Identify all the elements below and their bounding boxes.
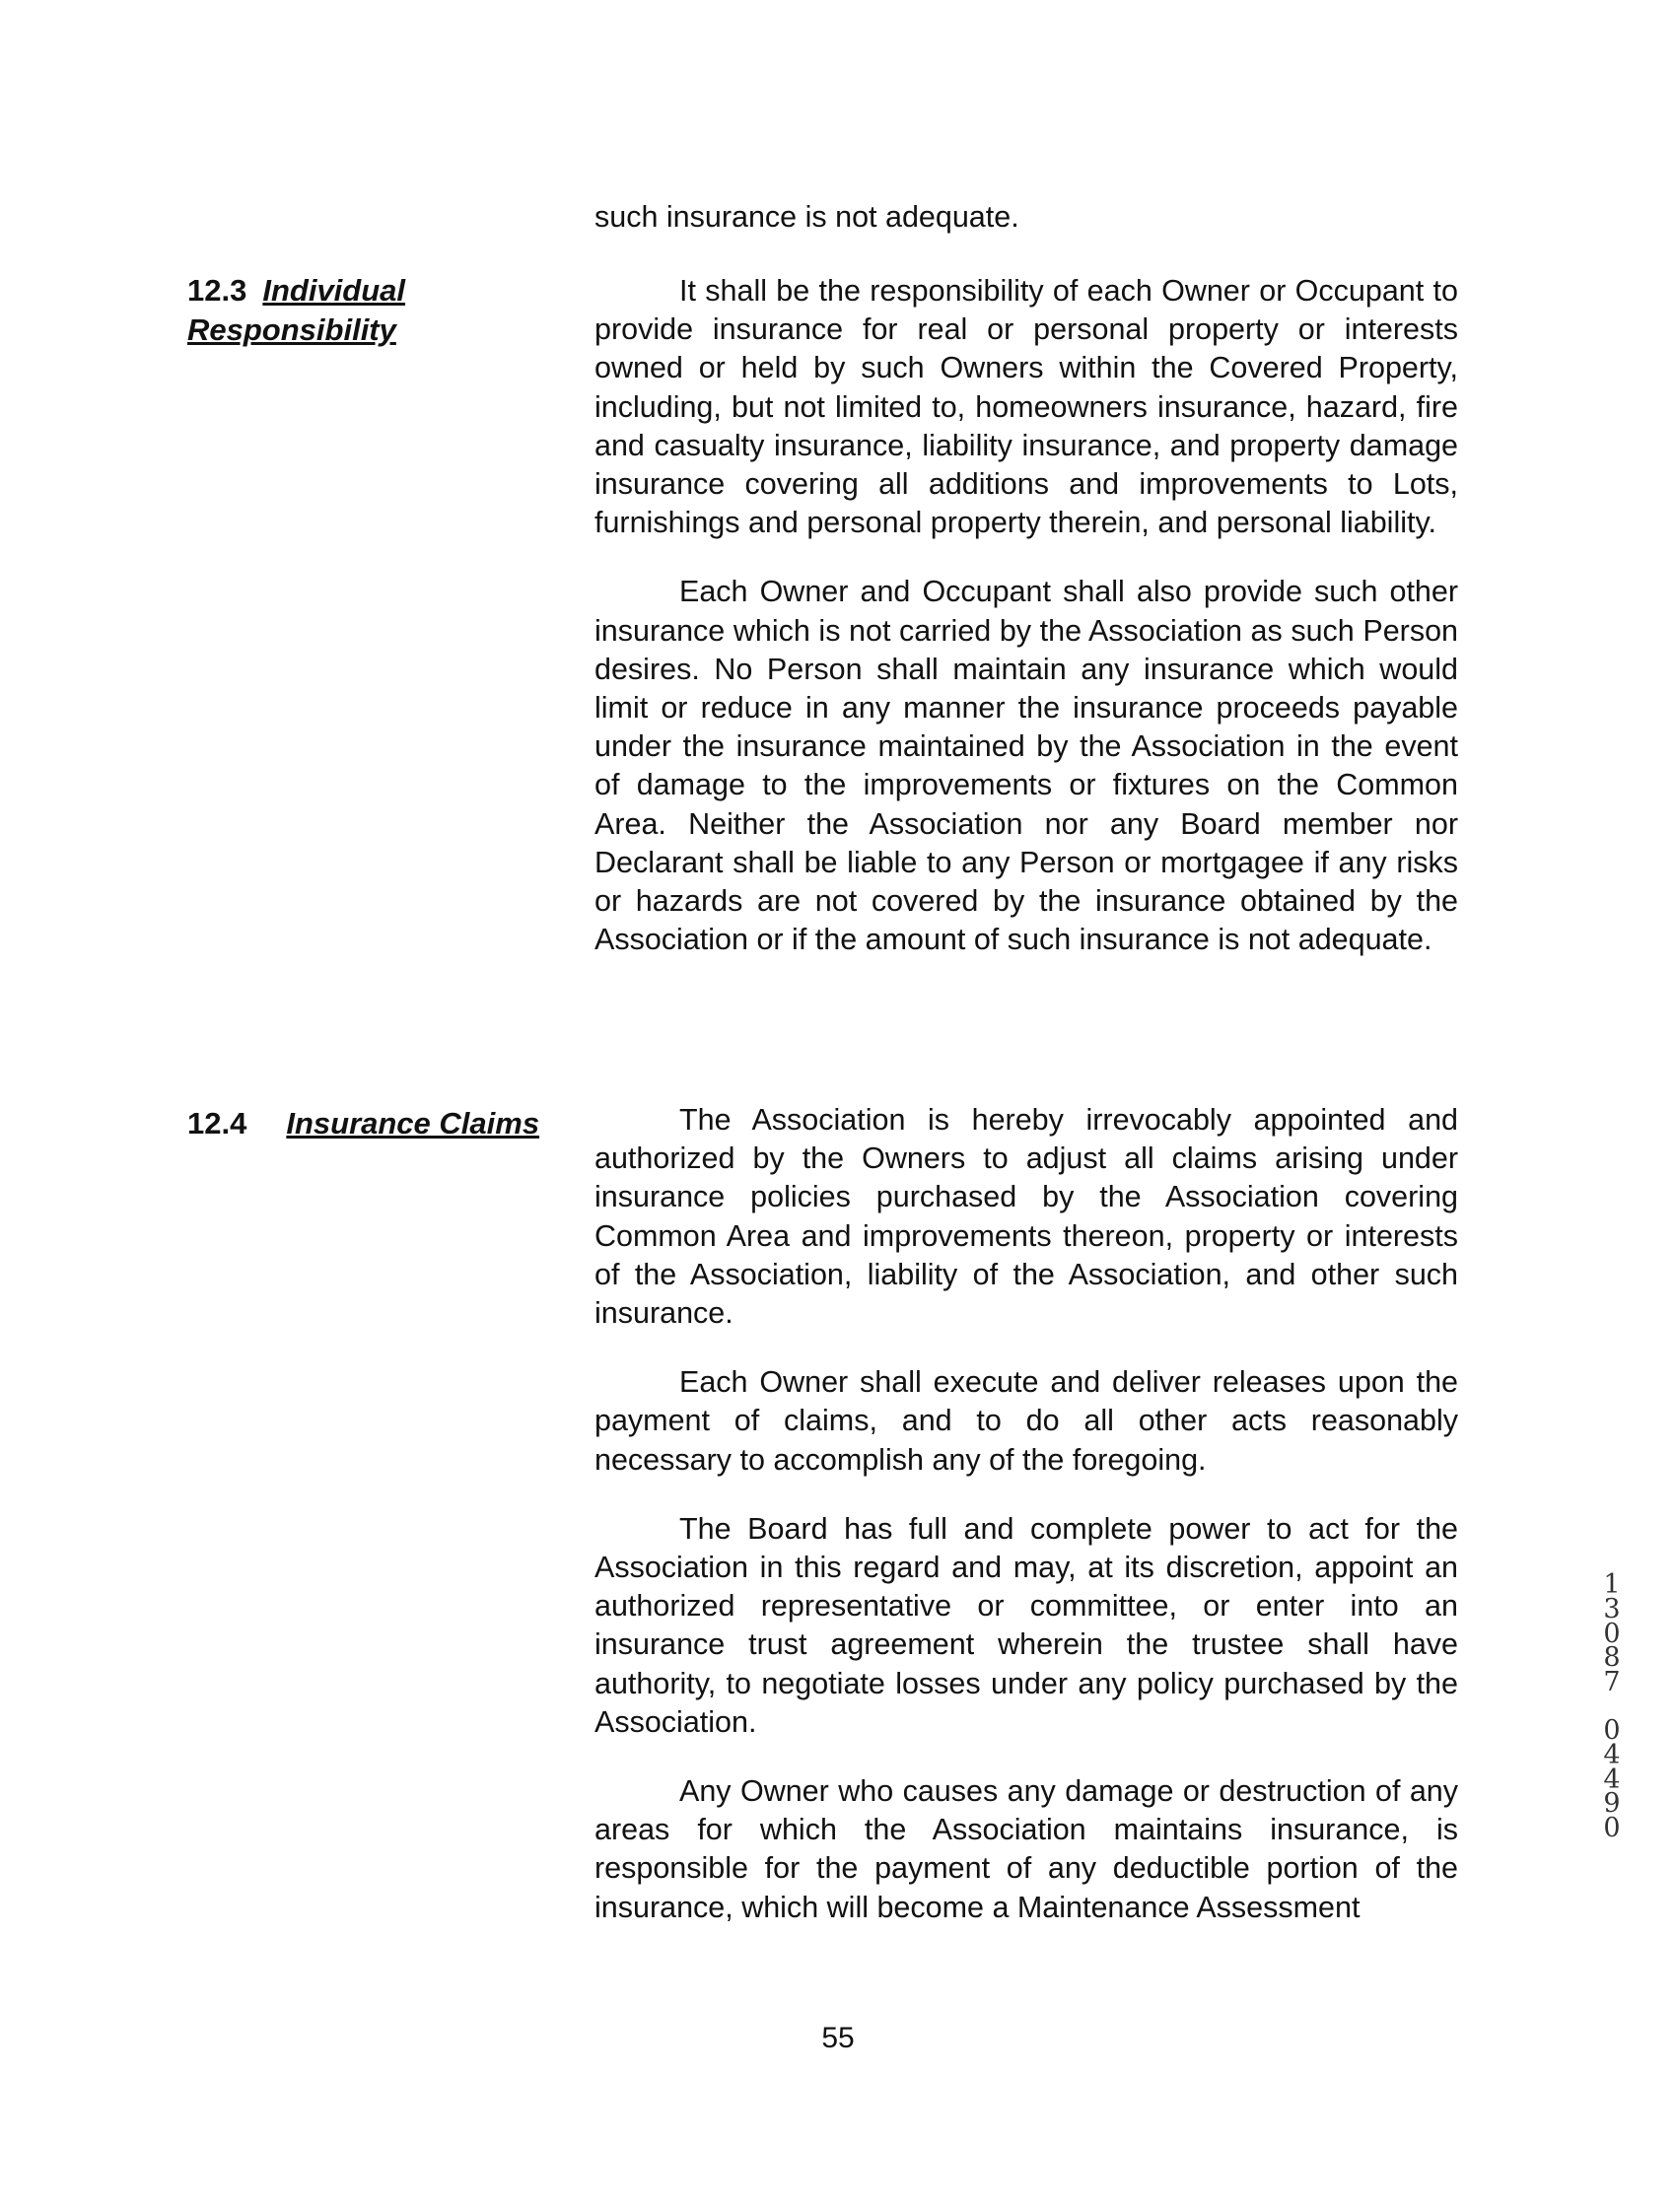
section-12-4-body (594, 1101, 1458, 1958)
continued-text: such insurance is not adequate. (594, 200, 1019, 234)
stamp-digit: 1 (1603, 1569, 1621, 1600)
recording-stamp (1599, 1569, 1625, 1844)
paragraph: It shall be the responsibility of each Owner or Occupant to provide insurance for real or personal property or interests owned or held by such Owners within the Covered Property, including, but not limited to, homeowners insurance, hazard, fire and casualty insurance, liability insurance, and property damage insurance covering all additions and improvements to Lots, furnishings and personal property therein, and personal liability. (594, 274, 1458, 540)
stamp-digit: 8 (1603, 1642, 1621, 1674)
stamp-digit: 0 (1603, 1813, 1621, 1844)
stamp-digit: 0 (1603, 1714, 1621, 1746)
page-number: 55 (821, 2022, 855, 2054)
stamp-digit: 3 (1603, 1593, 1621, 1624)
section-title-line2: Responsibility (187, 312, 396, 347)
stamp-digit: 0 (1603, 1618, 1621, 1649)
paragraph: The Board has full and complete power to act for the Association in this regard and may, at its discretion, appoint an authorized representative or committee, or enter into an insurance trust agreement wherein the trustee shall have authority, to negotiate losses under any policy purchased by the Association. (594, 1511, 1458, 1739)
stamp-digit: 4 (1603, 1763, 1621, 1795)
section-12-3-body (594, 272, 1458, 990)
stamp-digit: 9 (1603, 1788, 1621, 1820)
paragraph: Each Owner and Occupant shall also provide such other insurance which is not carried by the Association as such Person desires. No Person shall maintain any insurance which would limit or reduce in any manner the insurance proceeds payable under the insurance maintained by the Association in the event of damage to the improvements or fixtures on the Common Area. Neither the Association nor any Board member nor Declarant shall be liable to any Person or mortgagee if any risks or hazards are not covered by the insurance obtained by the Association or if the amount of such insurance is not adequate. (594, 575, 1458, 957)
section-12-4-heading (187, 1104, 539, 1143)
stamp-digit: 7 (1603, 1667, 1621, 1698)
paragraph: Each Owner shall execute and deliver releases upon the payment of claims, and to do all other acts reasonably necessary to accomplish any of the foregoing. (594, 1365, 1458, 1477)
section-title-line1: Individual (262, 273, 406, 308)
section-number: 12.4 (187, 1106, 247, 1141)
paragraph: The Association is hereby irrevocably appointed and authorized by the Owners to adjust all claims arising under insurance policies purchased by the Association covering Common Area and improvements thereon, property or interests of the Association, liability of the Association, and other such insurance. (594, 1103, 1458, 1331)
section-12-3-heading (187, 271, 405, 350)
stamp-digit: 4 (1603, 1739, 1621, 1770)
section-title: Insurance Claims (286, 1106, 540, 1141)
paragraph: Any Owner who causes any damage or destruction of any areas for which the Association maintains insurance, is responsible for the payment of any deductible portion of the insurance, which will become a Maintenance Assessment (594, 1774, 1458, 1924)
section-number: 12.3 (187, 273, 247, 308)
